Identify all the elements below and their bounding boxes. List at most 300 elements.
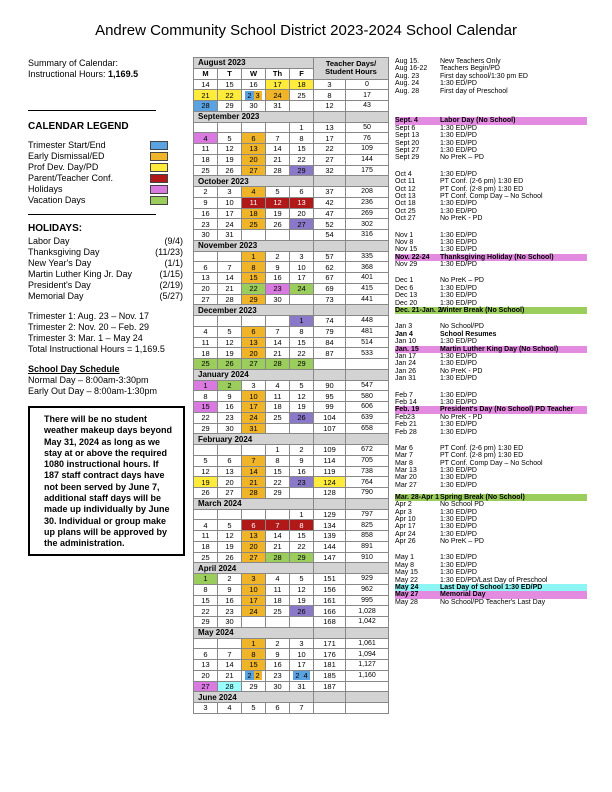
day-cell: 5 — [218, 520, 242, 531]
week-row — [194, 133, 389, 144]
month-name: March 2024 — [194, 498, 314, 509]
month-name: November 2023 — [194, 240, 314, 251]
blank-cell — [346, 305, 389, 316]
student-hours-cell: 1,094 — [346, 649, 389, 660]
event-date: May 8 — [395, 561, 415, 569]
day-cell: 6 — [242, 326, 266, 337]
holiday-name: Thanksgiving Day — [28, 247, 100, 257]
day-cell: 6 — [194, 649, 218, 660]
week-row — [194, 144, 389, 155]
day-cell: 13 — [242, 144, 266, 155]
holiday-date: (2/19) — [159, 280, 183, 290]
day-cell: 2 — [194, 187, 218, 198]
event-text: No School/PD Teacher's Last Day — [440, 598, 546, 606]
day-cell: 17 — [218, 208, 242, 219]
day-cell — [218, 251, 242, 262]
day-cell: 11 — [266, 584, 290, 595]
legend-item — [28, 162, 168, 173]
blank-cell — [314, 627, 346, 638]
event-text: Memorial Day — [440, 591, 486, 599]
day-cell: 4 — [242, 187, 266, 198]
legend-swatch — [150, 174, 168, 183]
day-cell: 13 — [242, 337, 266, 348]
teacher-days-cell: 124 — [314, 477, 346, 488]
day-cell — [290, 617, 314, 628]
day-cell: 6 — [218, 455, 242, 466]
day-cell — [242, 90, 266, 101]
week-row — [194, 230, 389, 241]
teacher-days-cell: 13 — [314, 122, 346, 133]
event-text: 1:30 ED/PD — [440, 421, 477, 429]
teacher-days-cell: 32 — [314, 165, 346, 176]
event-row — [395, 353, 587, 360]
event-row — [395, 186, 587, 193]
student-hours-cell: 764 — [346, 477, 389, 488]
event-date: Sept 27 — [395, 147, 420, 155]
day-cell: 7 — [218, 649, 242, 660]
day-cell: 15 — [194, 402, 218, 413]
day-cell — [194, 445, 218, 456]
month-name: December 2023 — [194, 305, 314, 316]
day-cell: 17 — [266, 79, 290, 90]
week-row — [194, 273, 389, 284]
event-date: Jan 24 — [395, 360, 417, 368]
month-header-row — [194, 563, 389, 574]
student-hours-cell: 76 — [346, 133, 389, 144]
blank-cell — [346, 692, 389, 703]
event-date: Sept 13 — [395, 132, 420, 140]
day-cell: 12 — [218, 144, 242, 155]
student-hours-cell: 995 — [346, 595, 389, 606]
day-cell: 30 — [242, 101, 266, 112]
day-cell: 5 — [290, 380, 314, 391]
day-cell: 25 — [194, 552, 218, 563]
day-cell: 7 — [218, 262, 242, 273]
day-cell: 10 — [218, 197, 242, 208]
legend-item — [28, 173, 168, 184]
holiday-name: New Year's Day — [28, 258, 92, 268]
event-text: 1:30 ED/PD — [440, 246, 477, 254]
day-cell: 5 — [242, 703, 266, 714]
event-date: Oct 4 — [395, 170, 412, 178]
day-cell: 22 — [218, 90, 242, 101]
day-cell: 21 — [242, 477, 266, 488]
holiday-name: Labor Day — [28, 236, 70, 246]
day-cell: 18 — [194, 348, 218, 359]
month-name: August 2023 — [194, 58, 314, 69]
day-cell: 2 — [266, 638, 290, 649]
day-cell: 14 — [218, 660, 242, 671]
event-row — [395, 577, 587, 584]
day-cell: 14 — [194, 79, 218, 90]
month-header-row — [194, 305, 389, 316]
month-name: April 2024 — [194, 563, 314, 574]
event-row — [395, 591, 587, 598]
event-text: 1:30 ED/PD — [440, 481, 477, 489]
event-row — [395, 429, 587, 436]
month-name: October 2023 — [194, 176, 314, 187]
day-cell: 7 — [266, 520, 290, 531]
event-text: 1:30 ED/PD — [440, 284, 477, 292]
event-row — [395, 368, 587, 375]
day-cell: 6 — [266, 703, 290, 714]
day-cell — [242, 509, 266, 520]
blank-cell — [346, 240, 389, 251]
teacher-days-cell: 114 — [314, 455, 346, 466]
day-cell: 11 — [194, 531, 218, 542]
event-row — [395, 406, 587, 413]
student-hours-cell: 175 — [346, 165, 389, 176]
day-cell — [194, 251, 218, 262]
day-cell: 1 — [290, 122, 314, 133]
day-digit: 2 — [295, 671, 300, 681]
day-cell: 27 — [242, 552, 266, 563]
day-cell: 8 — [290, 520, 314, 531]
legend-item — [28, 151, 168, 162]
week-row — [194, 649, 389, 660]
week-row — [194, 703, 389, 714]
event-date: Apr 10 — [395, 515, 416, 523]
event-date: Dec. 21-Jan. 2 — [395, 307, 442, 315]
event-row — [395, 171, 587, 178]
holiday-date: (1/1) — [164, 258, 183, 268]
legend-swatch — [150, 163, 168, 172]
schedule-normal: Normal Day – 8:00am-3:30pm — [28, 375, 149, 385]
day-cell: 14 — [266, 337, 290, 348]
legend-swatch — [150, 152, 168, 161]
page-title: Andrew Community School District 2023-2024 School Calendar — [95, 22, 517, 39]
day-cell: 1 — [290, 509, 314, 520]
holiday-date: (11/23) — [155, 247, 183, 257]
day-cell — [242, 316, 266, 327]
legend-swatch — [150, 141, 168, 150]
event-text: 1:30 ED/PD — [440, 360, 477, 368]
day-cell: 15 — [290, 337, 314, 348]
day-cell: 18 — [266, 402, 290, 413]
divider — [28, 214, 156, 215]
teacher-days-cell: 119 — [314, 466, 346, 477]
event-text: PT Conf. (2-8 pm) 1:30 ED — [440, 185, 524, 193]
week-row — [194, 552, 389, 563]
day-cell: 9 — [218, 391, 242, 402]
month-name: February 2024 — [194, 434, 314, 445]
week-row — [194, 283, 389, 294]
event-date: Sept. 4 — [395, 117, 418, 125]
day-cell: 5 — [194, 455, 218, 466]
blank-cell — [314, 692, 346, 703]
event-text: No PreK – PD — [440, 538, 484, 546]
event-row — [395, 360, 587, 367]
day-cell: 22 — [290, 154, 314, 165]
holiday-item — [28, 280, 183, 291]
event-date: Nov 29 — [395, 261, 418, 269]
event-row — [395, 200, 587, 207]
holiday-name: President's Day — [28, 280, 91, 290]
blank-cell — [346, 111, 389, 122]
event-text: School Resumes — [440, 330, 497, 338]
event-row — [395, 584, 587, 591]
student-hours-cell: 858 — [346, 531, 389, 542]
day-cell: 22 — [194, 606, 218, 617]
teacher-days-cell: 54 — [314, 230, 346, 241]
event-row — [395, 246, 587, 253]
day-cell: 25 — [194, 359, 218, 370]
day-cell: 21 — [266, 154, 290, 165]
trimester-line: Trimester 1: Aug. 23 – Nov. 17 — [28, 311, 150, 321]
day-cell — [194, 122, 218, 133]
event-row — [395, 482, 587, 489]
week-row — [194, 412, 389, 423]
week-row — [194, 445, 389, 456]
day-cell: 20 — [242, 541, 266, 552]
teacher-days-cell: 139 — [314, 531, 346, 542]
event-row — [395, 338, 587, 345]
day-cell: 23 — [194, 219, 218, 230]
day-cell — [266, 316, 290, 327]
day-cell: 8 — [194, 584, 218, 595]
day-cell: 2 — [290, 445, 314, 456]
student-hours-cell: 43 — [346, 101, 389, 112]
event-row — [395, 178, 587, 185]
event-text: 1:30 ED/PD — [440, 338, 477, 346]
day-cell: 22 — [194, 412, 218, 423]
day-cell — [266, 509, 290, 520]
week-row — [194, 391, 389, 402]
day-cell: 6 — [242, 520, 266, 531]
event-text: 1:30 ED/PD — [440, 132, 477, 140]
day-cell: 12 — [290, 584, 314, 595]
day-cell: 25 — [266, 606, 290, 617]
teacher-days-cell: 8 — [314, 90, 346, 101]
event-text: No PreK – PD — [440, 154, 484, 162]
day-cell: 30 — [218, 423, 242, 434]
day-cell: 25 — [290, 90, 314, 101]
event-date: Mar 20 — [395, 474, 417, 482]
event-row — [395, 277, 587, 284]
day-cell: 8 — [242, 262, 266, 273]
teacher-days-cell: 95 — [314, 391, 346, 402]
day-cell: 12 — [218, 531, 242, 542]
day-cell — [266, 230, 290, 241]
teacher-days-cell: 3 — [314, 79, 346, 90]
event-row — [395, 232, 587, 239]
day-cell: 20 — [218, 477, 242, 488]
teacher-days-cell: 67 — [314, 273, 346, 284]
teacher-days-cell: 17 — [314, 133, 346, 144]
event-row — [395, 58, 587, 65]
event-text: 1:30 ED/PD — [440, 474, 477, 482]
teacher-days-cell: 62 — [314, 262, 346, 273]
event-text: 1:30 ED/PD — [440, 207, 477, 215]
blank-cell — [314, 111, 346, 122]
day-cell: 19 — [218, 541, 242, 552]
day-cell: 29 — [242, 681, 266, 692]
day-cell: 3 — [290, 251, 314, 262]
month-name: September 2023 — [194, 111, 314, 122]
event-date: Nov 8 — [395, 238, 414, 246]
student-hours-cell: 1,061 — [346, 638, 389, 649]
day-cell — [218, 638, 242, 649]
student-hours-cell: 269 — [346, 208, 389, 219]
weather-note: There will be no student weather makeup days beyond May 31, 2024 as long as we stay at or above the required 1080 instructional hours. If 187 staff contract days have not been served by June 7, additional staff days will be made up individually by June 30. Individual or group make up plans will be approved by the administration. — [28, 406, 185, 556]
student-hours-cell: 658 — [346, 423, 389, 434]
day-cell: 29 — [266, 488, 290, 499]
day-cell — [242, 230, 266, 241]
legend — [28, 140, 168, 206]
week-row — [194, 90, 389, 101]
day-cell: 14 — [266, 144, 290, 155]
day-cell: 19 — [218, 348, 242, 359]
day-cell: 20 — [242, 348, 266, 359]
day-cell: 11 — [242, 197, 266, 208]
legend-label: Parent/Teacher Conf. — [28, 173, 114, 183]
day-cell: 7 — [242, 455, 266, 466]
event-row — [395, 88, 587, 95]
day-cell: 3 — [218, 187, 242, 198]
week-row — [194, 531, 389, 542]
day-cell: 28 — [242, 488, 266, 499]
day-cell: 3 — [242, 380, 266, 391]
event-text: PT Conf. (2-6 pm) 1:30 ED — [440, 444, 524, 452]
event-text: PT Conf. (2-8 pm) 1:30 ED — [440, 452, 524, 460]
teacher-days-cell: 57 — [314, 251, 346, 262]
day-cell: 30 — [194, 230, 218, 241]
legend-title: CALENDAR LEGEND — [28, 121, 129, 132]
blank-cell — [346, 176, 389, 187]
day-cell: 23 — [218, 606, 242, 617]
day-digit: 3 — [255, 90, 260, 100]
event-row — [395, 132, 587, 139]
student-hours-cell: 672 — [346, 445, 389, 456]
day-cell: 18 — [194, 154, 218, 165]
day-cell: 8 — [290, 326, 314, 337]
event-text: PT Conf. Comp Day – No School — [440, 192, 543, 200]
event-row — [395, 254, 587, 261]
day-cell: 23 — [266, 283, 290, 294]
day-cell: 10 — [290, 262, 314, 273]
week-row — [194, 617, 389, 628]
teacher-days-cell: 47 — [314, 208, 346, 219]
week-row — [194, 348, 389, 359]
day-cell: 5 — [218, 326, 242, 337]
event-date: Apr 17 — [395, 523, 416, 531]
blank-cell — [346, 627, 389, 638]
event-text: Spring Break (No School) — [440, 493, 525, 501]
day-cell: 22 — [290, 541, 314, 552]
event-row — [395, 421, 587, 428]
day-cell — [242, 122, 266, 133]
legend-item — [28, 140, 168, 151]
event-text: 1:30 ED/PD — [440, 561, 477, 569]
day-cell: 12 — [290, 391, 314, 402]
day-digit: 2 — [247, 671, 252, 681]
teacher-days-cell: 129 — [314, 509, 346, 520]
day-cell: 9 — [194, 197, 218, 208]
day-cell: 25 — [242, 219, 266, 230]
event-row — [395, 346, 587, 353]
day-cell: 7 — [290, 703, 314, 714]
teacher-days-cell: 176 — [314, 649, 346, 660]
day-cell: 9 — [290, 455, 314, 466]
event-date: Jan 4 — [395, 330, 413, 338]
event-text: 1:30 ED/PD — [440, 170, 477, 178]
day-cell — [290, 488, 314, 499]
day-cell: 14 — [266, 531, 290, 542]
day-cell: 5 — [218, 133, 242, 144]
day-cell — [290, 670, 314, 681]
teacher-days-cell: 171 — [314, 638, 346, 649]
day-cell: 1 — [242, 638, 266, 649]
holiday-date: (9/4) — [164, 236, 183, 246]
student-hours-cell: 606 — [346, 402, 389, 413]
day-cell: 2 — [218, 380, 242, 391]
event-date: Mar 7 — [395, 452, 413, 460]
event-row — [395, 80, 587, 87]
day-cell: 21 — [266, 348, 290, 359]
day-cell: 27 — [194, 294, 218, 305]
event-text: 1:30 ED/PD — [440, 124, 477, 132]
event-text: 1:30 ED/PD — [440, 261, 477, 269]
event-text: 1:30 ED/PD — [440, 231, 477, 239]
day-cell: 4 — [218, 703, 242, 714]
day-cell: 30 — [266, 294, 290, 305]
event-text: Thanksgiving Holiday (No School) — [440, 253, 554, 261]
event-row — [395, 599, 587, 606]
day-cell: 24 — [218, 219, 242, 230]
student-hours-cell: 547 — [346, 380, 389, 391]
teacher-days-cell: 42 — [314, 197, 346, 208]
day-cell: 12 — [194, 466, 218, 477]
week-row — [194, 681, 389, 692]
student-hours-cell — [346, 359, 389, 370]
event-text: No PreK - PD — [440, 413, 483, 421]
day-cell: 19 — [218, 154, 242, 165]
day-cell: 15 — [194, 595, 218, 606]
day-cell: 28 — [218, 681, 242, 692]
schedule-title: School Day Schedule — [28, 364, 120, 374]
student-hours-cell: 797 — [346, 509, 389, 520]
event-date: Nov. 22-24 — [395, 253, 430, 261]
blank-cell — [346, 434, 389, 445]
event-date: Nov 1 — [395, 231, 414, 239]
trimester-line: Trimester 3: Mar. 1 – May 24 — [28, 333, 143, 343]
day-cell — [218, 316, 242, 327]
student-hours-cell: 208 — [346, 187, 389, 198]
day-cell: 17 — [242, 595, 266, 606]
day-cell: 3 — [194, 703, 218, 714]
day-cell: 4 — [194, 520, 218, 531]
day-cell: 21 — [194, 90, 218, 101]
day-cell: 15 — [242, 660, 266, 671]
holiday-date: (5/27) — [159, 291, 183, 301]
week-row — [194, 584, 389, 595]
day-cell: 21 — [218, 283, 242, 294]
teacher-days-cell: 144 — [314, 541, 346, 552]
holiday-item — [28, 269, 183, 280]
event-row — [395, 501, 587, 508]
day-cell: 13 — [194, 660, 218, 671]
month-name: May 2024 — [194, 627, 314, 638]
blank-cell — [346, 498, 389, 509]
event-row — [395, 569, 587, 576]
event-date: Jan 17 — [395, 353, 417, 360]
week-row — [194, 294, 389, 305]
day-cell: 4 — [194, 326, 218, 337]
day-cell: 2 — [266, 251, 290, 262]
blank-cell — [314, 305, 346, 316]
day-cell: 29 — [290, 165, 314, 176]
event-text: Teachers Begin/PD — [440, 65, 500, 73]
